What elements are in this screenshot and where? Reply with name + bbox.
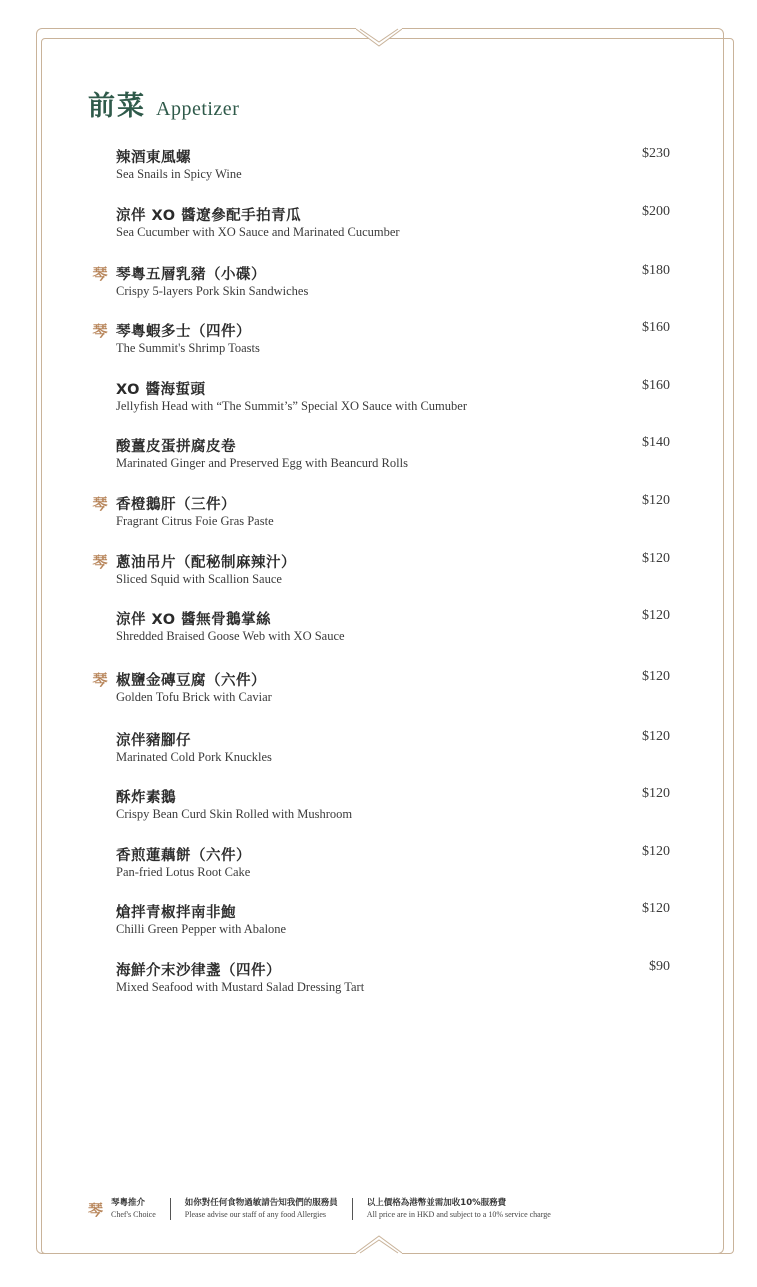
footer-divider bbox=[352, 1198, 353, 1220]
price-note bbox=[367, 1198, 551, 1220]
menu-item-price: $120 bbox=[642, 669, 670, 684]
menu-item-name-zh: 琴粵五層乳豬（小碟） bbox=[116, 267, 266, 283]
price-note-zh: 以上價格為港幣並需加收10%服務費 bbox=[366, 1198, 507, 1208]
chefs-choice-zh: 琴粵推介 bbox=[111, 1198, 146, 1208]
top-notch-ornament bbox=[356, 28, 402, 48]
menu-item-price: $180 bbox=[642, 263, 670, 278]
chefs-choice-icon: 琴 bbox=[92, 671, 108, 689]
menu-item-price: $140 bbox=[642, 435, 670, 450]
menu-item-name-en: Crispy Bean Curd Skin Rolled with Mushroom bbox=[116, 807, 353, 821]
menu-item bbox=[90, 493, 670, 535]
chefs-choice-icon: 琴 bbox=[92, 553, 108, 571]
menu-item-name-en: Jellyfish Head with “The Summit’s” Special XO Sauce with Cumuber bbox=[116, 399, 467, 413]
menu-item-name-en: Sea Cucumber with XO Sauce and Marinated Cucumber bbox=[116, 225, 400, 239]
menu-item-price: $200 bbox=[642, 204, 670, 219]
menu-item bbox=[90, 146, 670, 188]
chefs-choice-icon: 琴 bbox=[92, 322, 108, 340]
menu-item-name-zh: 涼伴 XO 醬無骨鵝掌絲 bbox=[116, 612, 272, 628]
menu-item-price: $120 bbox=[642, 786, 670, 801]
menu-item-name-zh: 蔥油吊片（配秘制麻辣汁） bbox=[116, 555, 296, 571]
allergy-note bbox=[185, 1198, 338, 1220]
menu-item bbox=[90, 959, 670, 1001]
menu-item-name-zh: 酸薑皮蛋拼腐皮卷 bbox=[116, 439, 236, 455]
menu-item-name-zh: 辣酒東風螺 bbox=[116, 150, 191, 166]
menu-item bbox=[90, 320, 670, 362]
menu-item bbox=[90, 729, 670, 771]
menu-item-name-en: Marinated Cold Pork Knuckles bbox=[116, 750, 272, 764]
menu-item-price: $120 bbox=[642, 608, 670, 623]
menu-item-price: $120 bbox=[642, 729, 670, 744]
section-title bbox=[88, 84, 239, 123]
footer-legend bbox=[88, 1197, 551, 1221]
menu-item-price: $120 bbox=[642, 844, 670, 859]
price-note-en: All price are in HKD and subject to a 10% service charge bbox=[366, 1210, 551, 1219]
menu-item-name-zh: 涼伴豬腳仔 bbox=[116, 733, 191, 749]
menu-item-name-zh: 熗拌青椒拌南非鮑 bbox=[116, 905, 236, 921]
menu-item-name-en: Chilli Green Pepper with Abalone bbox=[116, 922, 287, 936]
menu-item bbox=[90, 263, 670, 305]
menu-item-name-en: Marinated Ginger and Preserved Egg with Beancurd Rolls bbox=[116, 456, 408, 470]
footer-divider bbox=[170, 1198, 171, 1220]
menu-item-price: $120 bbox=[642, 551, 670, 566]
menu-item-name-en: Golden Tofu Brick with Caviar bbox=[116, 690, 272, 704]
allergy-note-en: Please advise our staff of any food Allergies bbox=[184, 1210, 327, 1219]
menu-item-name-zh: 海鮮介末沙律盞（四件） bbox=[116, 963, 281, 979]
menu-item bbox=[90, 844, 670, 886]
chefs-choice-en: Chef's Choice bbox=[111, 1210, 156, 1219]
menu-item-name-en: Sea Snails in Spicy Wine bbox=[116, 167, 242, 181]
menu-item-price: $120 bbox=[642, 901, 670, 916]
chefs-choice-icon: 琴 bbox=[92, 265, 108, 283]
menu-item bbox=[90, 204, 670, 246]
menu-item-name-en: Fragrant Citrus Foie Gras Paste bbox=[116, 514, 274, 528]
menu-item-name-en: Shredded Braised Goose Web with XO Sauce bbox=[116, 629, 345, 643]
menu-item-price: $230 bbox=[642, 146, 670, 161]
menu-item-name-zh: 香煎蓮藕餅（六件） bbox=[116, 848, 251, 864]
menu-item bbox=[90, 435, 670, 477]
menu-item bbox=[90, 786, 670, 828]
chefs-choice-note bbox=[111, 1198, 156, 1220]
menu-item bbox=[90, 669, 670, 711]
section-title-zh: 前菜 bbox=[88, 91, 146, 122]
menu-item bbox=[90, 608, 670, 650]
menu-item-name-zh: 酥炸素鵝 bbox=[116, 790, 176, 806]
menu-item-price: $90 bbox=[649, 959, 670, 974]
menu-item bbox=[90, 551, 670, 593]
menu-item-name-zh: 椒鹽金磚豆腐（六件） bbox=[116, 673, 266, 689]
menu-item-name-zh: 涼伴 XO 醬遼參配手拍青瓜 bbox=[116, 208, 302, 224]
menu-item-name-en: Mixed Seafood with Mustard Salad Dressing Tart bbox=[116, 980, 365, 994]
menu-item bbox=[90, 378, 670, 420]
menu-item-name-en: Pan-fried Lotus Root Cake bbox=[116, 865, 251, 879]
menu-item-price: $160 bbox=[642, 320, 670, 335]
chefs-choice-icon: 琴 bbox=[92, 495, 108, 513]
menu-item-name-en: The Summit's Shrimp Toasts bbox=[116, 341, 260, 355]
menu-item-name-en: Crispy 5-layers Pork Skin Sandwiches bbox=[116, 284, 309, 298]
menu-item-price: $160 bbox=[642, 378, 670, 393]
bottom-notch-ornament bbox=[356, 1234, 402, 1254]
allergy-note-zh: 如你對任何食物過敏請告知我們的服務員 bbox=[184, 1198, 338, 1208]
menu-item-name-zh: 琴粵蝦多士（四件） bbox=[116, 324, 251, 340]
menu-item-name-zh: XO 醬海蜇頭 bbox=[116, 382, 206, 398]
menu-item-name-zh: 香橙鵝肝（三件） bbox=[116, 497, 236, 513]
menu-item-name-en: Sliced Squid with Scallion Sauce bbox=[116, 572, 282, 586]
chefs-choice-icon: 琴 bbox=[88, 1200, 104, 1219]
menu-item-price: $120 bbox=[642, 493, 670, 508]
section-title-en: Appetizer bbox=[156, 98, 240, 120]
menu-item bbox=[90, 901, 670, 943]
